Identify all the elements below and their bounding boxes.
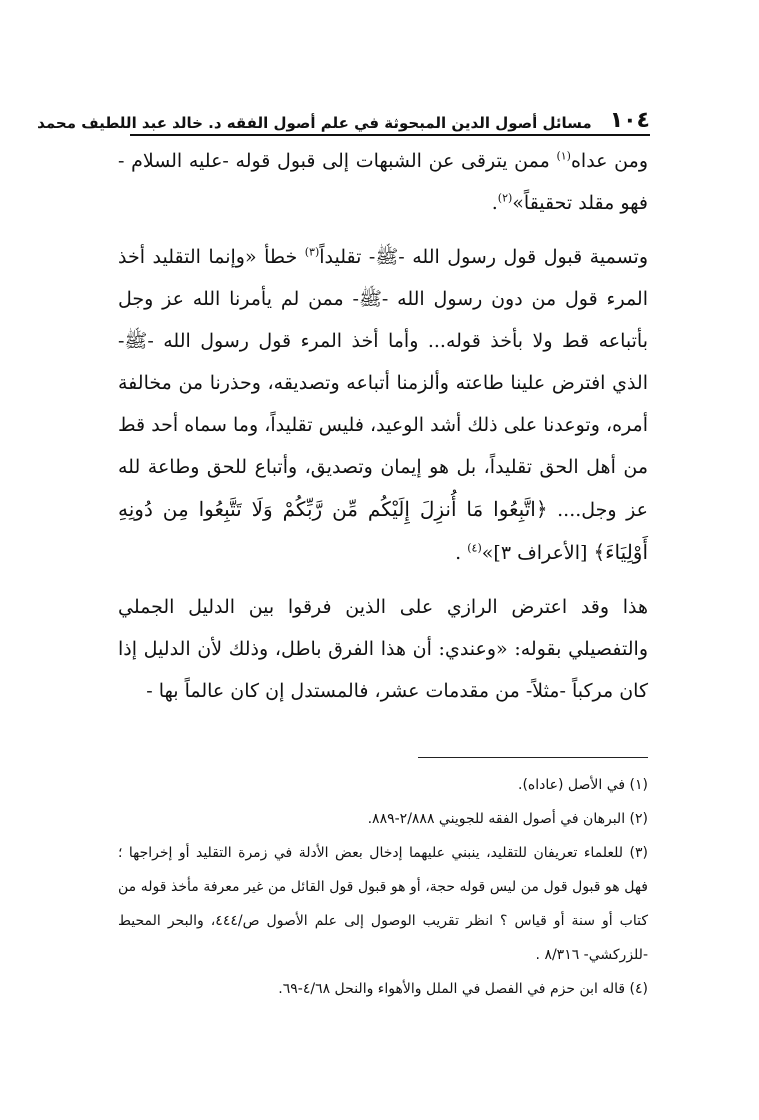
text-run: هذا وقد اعترض الرازي على الذين فرقوا بين الدليل الجملي والتفصيلي بقوله: «وعندي: أن هذا الفرق باطل، وذلك لأن الدليل إذا كان مركباً -مثلاً- من مقدمات عشر، فالمستدل إن كان عالماً بها - — [118, 596, 648, 702]
footnote-ref: (٤) — [467, 541, 482, 555]
text-run: [الأعراف ٣]» — [481, 542, 594, 564]
footnote-ref: (٣) — [304, 245, 320, 259]
page-header — [37, 104, 650, 134]
footnote-ref: (٢) — [497, 191, 513, 205]
footnotes — [118, 768, 648, 1006]
text-run: . — [491, 192, 498, 214]
footnote-ref: (١) — [556, 149, 571, 163]
text-run: وتسمية قبول قول رسول الله -ﷺ- تقليداً — [319, 246, 648, 268]
footnote: (٢) البرهان في أصول الفقه للجويني ٢/٨٨٨-٨٨٩. — [367, 811, 648, 827]
footnote: (١) في الأصل (عاداه). — [518, 777, 648, 793]
quran-quote: ﴿اتَّبِعُوا مَا أُنزِلَ إِلَيْكُم مِّن رَّبِّكُمْ وَلَا تَتَّبِعُوا مِن دُونِهِ أَوْلِيَاءَ﴾ — [118, 497, 648, 564]
text-run: ومن عداه — [570, 150, 648, 172]
paragraph — [118, 586, 648, 712]
header-rule — [130, 134, 650, 136]
text-run: . — [455, 542, 468, 564]
running-title: مسائل أصول الدين المبحوثة في علم أصول الفقه د. خالد عبد اللطيف محمد — [37, 114, 592, 132]
footnote: (٤) قاله ابن حزم في الفصل في الملل والأهواء والنحل ٤/٦٨-٦٩. — [278, 981, 648, 997]
footnote: (٣) للعلماء تعريفان للتقليد، ينبني عليهما إدخال بعض الأدلة في زمرة التقليد أو إخراجها ؛ فهل هو قبول قول من ليس قوله حجة، أو هو قبول قول القائل من غير معرفة مأخذ قوله من كتاب أو سنة أو قياس ؟ انظر تقريب الوصول إلى علم الأصول ص/٤٤٤، والبحر المحيط -للزركشي- ٨/٣١٦ . — [118, 845, 648, 963]
page-number: ١٠٤ — [609, 108, 650, 133]
body-text — [118, 140, 648, 712]
text-run: ممن يترقى عن الشبهات إلى قبول قوله -عليه السلام - فهو مقلد تحقيقاً» — [118, 150, 648, 214]
paragraph — [118, 236, 648, 574]
paragraph — [118, 140, 648, 224]
text-run: خطأ «وإنما التقليد أخذ المرء قول من دون رسول الله -ﷺ- ممن لم يأمرنا الله عز وجل بأتباعه قط ولا بأخذ قوله... وأما أخذ المرء قول رسول الله -ﷺ- الذي افترض علينا طاعته وألزمنا أتباعه وتصديقه، وحذرنا من مخالفة أمره، وتوعدنا على ذلك أشد الوعيد، فليس تقليداً، وما سماه أحد قط من أهل الحق تقليداً، بل هو إيمان وتصديق، وأتباع للحق وطاعة لله عز وجل.... — [118, 246, 649, 521]
footnote-separator — [418, 757, 648, 758]
